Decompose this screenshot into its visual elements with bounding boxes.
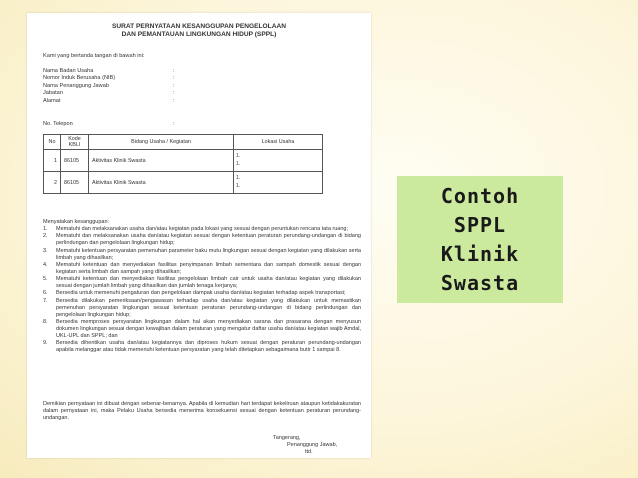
signature-block: [273, 435, 337, 456]
caption-line: Klinik: [440, 241, 520, 266]
cell-location: [234, 172, 323, 194]
item-text: Mematuhi dan melaksanakan usaha dan/atau kegiatan pada lokasi yang sesuai dengan peruntukan rencana tata ruang;: [56, 226, 349, 232]
item-text: Bersedia untuk memenuhi pengaturan dan pengelolaan dampak usaha dan/atau kegiatan terhadap aspek transportasi;: [56, 290, 346, 297]
business-table: [43, 134, 323, 194]
field-colon: :: [173, 90, 175, 97]
item-text: Mematuhi ketentuan dan menyediakan fasilitas pengelolaan limbah cair untuk usaha dan/atau kegiatan yang dilakukan sesuai dengan jumlah limbah yang dihasilkan dan jumlah tenaga kerjanya;: [56, 276, 361, 290]
item-number: 3.: [43, 247, 48, 254]
field-colon: :: [173, 97, 175, 104]
item-number: 1.: [43, 226, 48, 232]
header-activity: Bidang Usaha / Kegiatan: [89, 135, 234, 150]
phone-label: No. Telepon: [43, 121, 73, 127]
field-row: [43, 83, 179, 90]
list-item: [43, 319, 361, 340]
closing-paragraph: Demikian pernyataan ini dibuat dengan sebenar-benarnya. Apabila di kemudian hari terdapat kekeliruan ataupun ketidakakuratan dalam pernyataan ini, maka Pelaku Usaha bersedia menerima konsekuensi sesuai dengan ketentuan peraturan perundang-undangan.: [43, 401, 361, 421]
header-location: Lokasi Usaha: [234, 135, 323, 150]
field-row: [43, 90, 179, 97]
field-row: [43, 75, 179, 82]
item-text: Mematuhi ketentuan dan menyediakan fasilitas penyimpanan limbah sementara dan sampah domestik sesuai dengan kegiatan serta limbah dan sampah yang dihasilkan;: [56, 261, 361, 275]
field-label: Alamat: [43, 97, 61, 104]
field-colon: :: [173, 82, 175, 89]
item-number: 6.: [43, 290, 48, 297]
cell-activity: Aktivitas Klinik Swasta: [89, 150, 234, 172]
caption-line: Contoh: [440, 183, 520, 208]
header-no: No: [44, 135, 61, 150]
location-marker: 1.: [236, 183, 241, 189]
location-marker: 1.: [236, 161, 241, 167]
item-text: Mematuhi dan melaksanakan usaha dan/atau kegiatan sesuai dengan ketentuan peraturan perundang-undangan di bidang perlindungan dan pengelolaan lingkungan hidup;: [56, 233, 361, 247]
field-label: Nomor Induk Berusaha (NIB): [43, 75, 116, 82]
phone-row: [43, 121, 175, 128]
cell-activity: Aktivitas Klinik Swasta: [89, 172, 234, 194]
list-item: [43, 340, 361, 354]
sign-role: Penanggung Jawab,: [287, 442, 338, 448]
sppl-document: [27, 13, 371, 458]
identity-fields: [43, 68, 179, 105]
item-number: 7.: [43, 297, 48, 304]
list-item: [43, 290, 361, 297]
intro-text: Kami yang bertanda tangan di bawah ini:: [43, 53, 145, 59]
item-number: 9.: [43, 340, 48, 347]
cell-location: [234, 150, 323, 172]
field-row: [43, 98, 179, 105]
item-number: 8.: [43, 319, 48, 326]
item-text: Bersedia memproses persyaratan lingkungan dalam hal akan menyediakan sarana dan prasarana dengan menyusun dokumen lingkungan sesuai dengan kewajiban dalam peraturan yang mengatur daftar usaha dan/atau kegiatan wajib Amdal, UKL-UPL dan SPPL; dan: [56, 319, 361, 340]
list-item: [43, 233, 361, 247]
list-item: [43, 262, 361, 276]
list-item: [43, 276, 361, 290]
statement-intro: Menyatakan kesanggupan:: [43, 219, 110, 225]
location-marker: 1.: [236, 175, 241, 181]
cell-kbli: 86105: [61, 150, 89, 172]
cell-kbli: 86105: [61, 172, 89, 194]
sign-place: Tangerang,: [273, 435, 301, 441]
caption-box: [397, 176, 563, 303]
phone-colon: :: [173, 121, 175, 127]
table-row: [44, 150, 323, 172]
field-label: Jabatan: [43, 90, 63, 97]
item-number: 4.: [43, 261, 48, 268]
field-colon: :: [173, 75, 175, 82]
location-marker: 1.: [236, 153, 241, 159]
item-number: 5.: [43, 276, 48, 283]
document-title: [27, 23, 371, 39]
table-row: [44, 172, 323, 194]
table-header-row: [44, 135, 323, 150]
statement-section: [43, 219, 361, 355]
title-line-2: DAN PEMANTAUAN LINGKUNGAN HIDUP (SPPL): [121, 31, 277, 38]
item-text: Mematuhi ketentuan persyaratan pemenuhan parameter baku mutu lingkungan sesuai dengan kegiatan yang dilakukan serta limbah yang dihasilkan;: [56, 247, 361, 261]
item-number: 2.: [43, 233, 48, 240]
title-line-1: SURAT PERNYATAAN KESANGGUPAN PENGELOLAAN: [111, 23, 286, 30]
list-item: [43, 226, 361, 233]
header-kbli: Kode KBLI: [61, 135, 89, 150]
list-item: [43, 248, 361, 262]
item-text: Bersedia dihentikan usaha dan/atau kegiatannya dan diproses hukum sesuai dengan peraturan perundang-undangan apabila melanggar atau tidak memenuhi ketentuan persyaratan yang telah ditetapkan sebagaimana butir 1 sampai 8.: [56, 340, 361, 354]
caption-line: Swasta: [440, 270, 520, 295]
field-row: [43, 68, 179, 75]
caption-line: SPPL: [453, 212, 507, 237]
field-label: Nama Penanggung Jawab: [43, 82, 109, 89]
cell-no: 1: [44, 150, 61, 172]
field-colon: :: [173, 68, 175, 74]
list-item: [43, 298, 361, 319]
field-label: Nama Badan Usaha: [43, 68, 94, 74]
sign-ttd: ttd.: [305, 449, 313, 455]
cell-no: 2: [44, 172, 61, 194]
item-text: Bersedia dilakukan pemeriksaan/pengawasan terhadap usaha dan/atau kegiatan yang dilakukan untuk memastikan pemenuhan persyaratan lingkungan sesuai ketentuan peraturan perundang-undangan di bidang perlindungan dan pengelolaan lingkungan hidup;: [56, 297, 361, 318]
